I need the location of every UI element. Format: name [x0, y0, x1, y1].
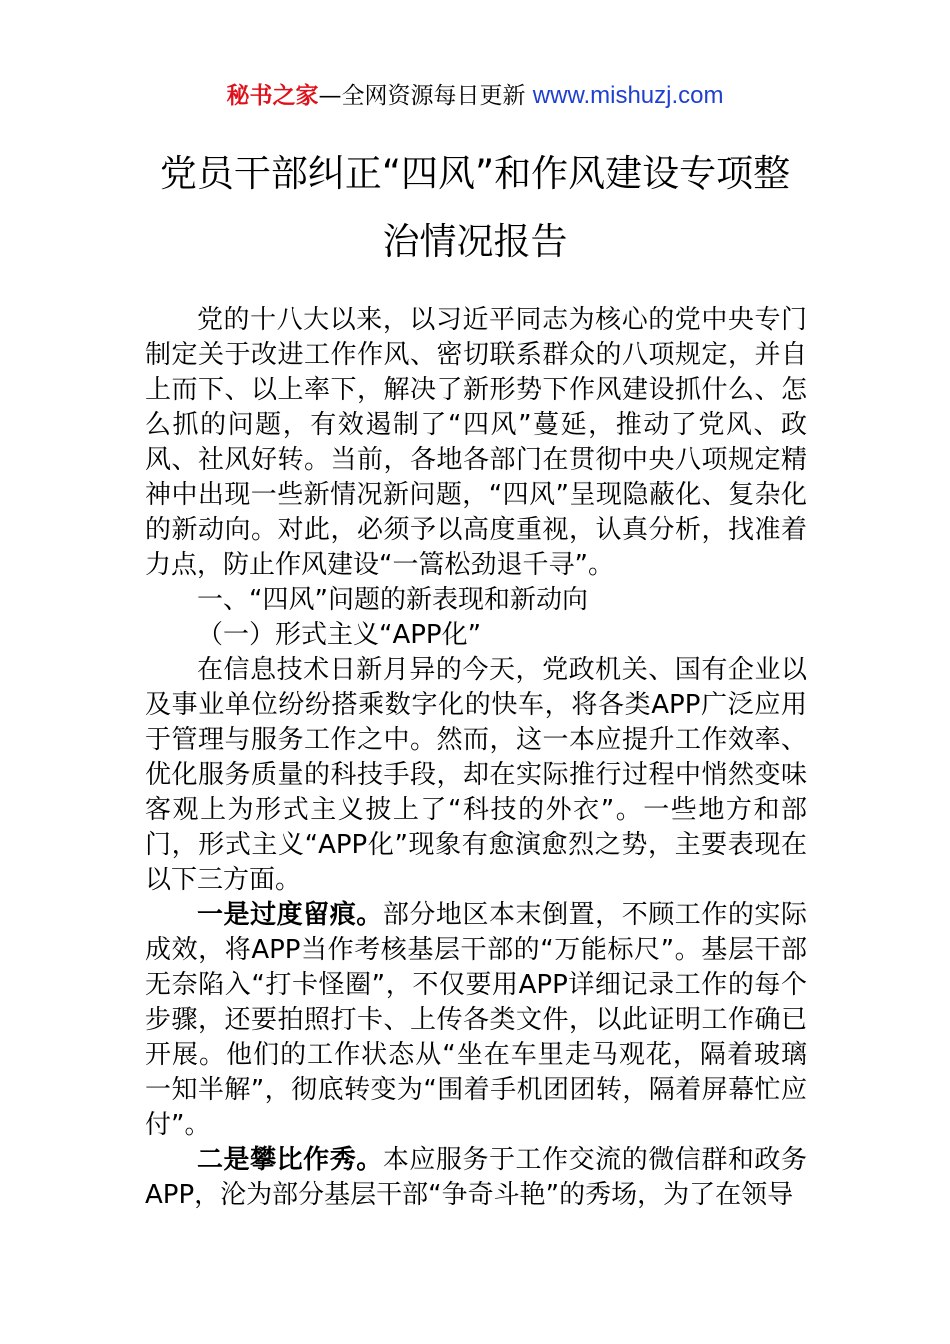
body-paragraph: 在信息技术日新月异的今天，党政机关、国有企业以及事业单位纷纷搭乘数字化的快车，将各类APP广泛应用于管理与服务工作之中。然而，这一本应提升工作效率、优化服务质量的科技手段，却在实际推行过程中悄然变味客观上为形式主义披上了“科技的外衣”。一些地方和部门，形式主义“APP化”现象有愈演愈烈之势，主要表现在以下三方面。: [145, 655, 807, 895]
section-heading: 一、“四风”问题的新表现和新动向: [197, 585, 588, 615]
title-line-2: 治情况报告: [382, 220, 568, 263]
point-paragraph-1: [145, 898, 807, 1143]
site-url[interactable]: www.mishuzj.com: [532, 82, 724, 109]
document-title: [0, 140, 950, 276]
point-paragraph-2: [145, 1143, 807, 1213]
document-body: [145, 303, 807, 1213]
brand-name: 秘书之家: [226, 83, 319, 109]
site-header: [0, 80, 950, 112]
intro-paragraph: 党的十八大以来，以习近平同志为核心的党中央专门制定关于改进工作作风、密切联系群众的八项规定，并自上而下、以上率下，解决了新形势下作风建设抓什么、怎么抓的问题，有效遏制了“四风”蔓延，推动了党风、政风、社风好转。当前，各地各部门在贯彻中央八项规定精神中出现一些新情况新问题，“四风”呈现隐蔽化、复杂化的新动向。对此，必须予以高度重视，认真分析，找准着力点，防止作风建设“一篙松劲退千寻”。: [145, 305, 807, 580]
point-1-text: 部分地区本末倒置，不顾工作的实际成效，将APP当作考核基层干部的“万能标尺”。基层干部无奈陷入“打卡怪圈”，不仅要用APP详细记录工作的每个步骤，还要拍照打卡、上传各类文件，以此证明工作确已开展。他们的工作状态从“坐在车里走马观花，隔着玻璃一知半解”，彻底转变为“围着手机团团转，隔着屏幕忙应付”。: [145, 900, 807, 1140]
site-tagline: —全网资源每日更新: [318, 83, 533, 109]
point-1-lead: 一是过度留痕。: [197, 900, 383, 930]
subsection-heading: （一）形式主义“APP化”: [197, 620, 482, 650]
title-line-1: 党员干部纠正“四风”和作风建设专项整: [159, 152, 791, 195]
point-2-lead: 二是攀比作秀。: [197, 1145, 383, 1175]
point-2-text: 本应服务于工作交流的微信群和政务APP，沦为部分基层干部“争奇斗艳”的秀场，为了在领导: [145, 1145, 807, 1210]
